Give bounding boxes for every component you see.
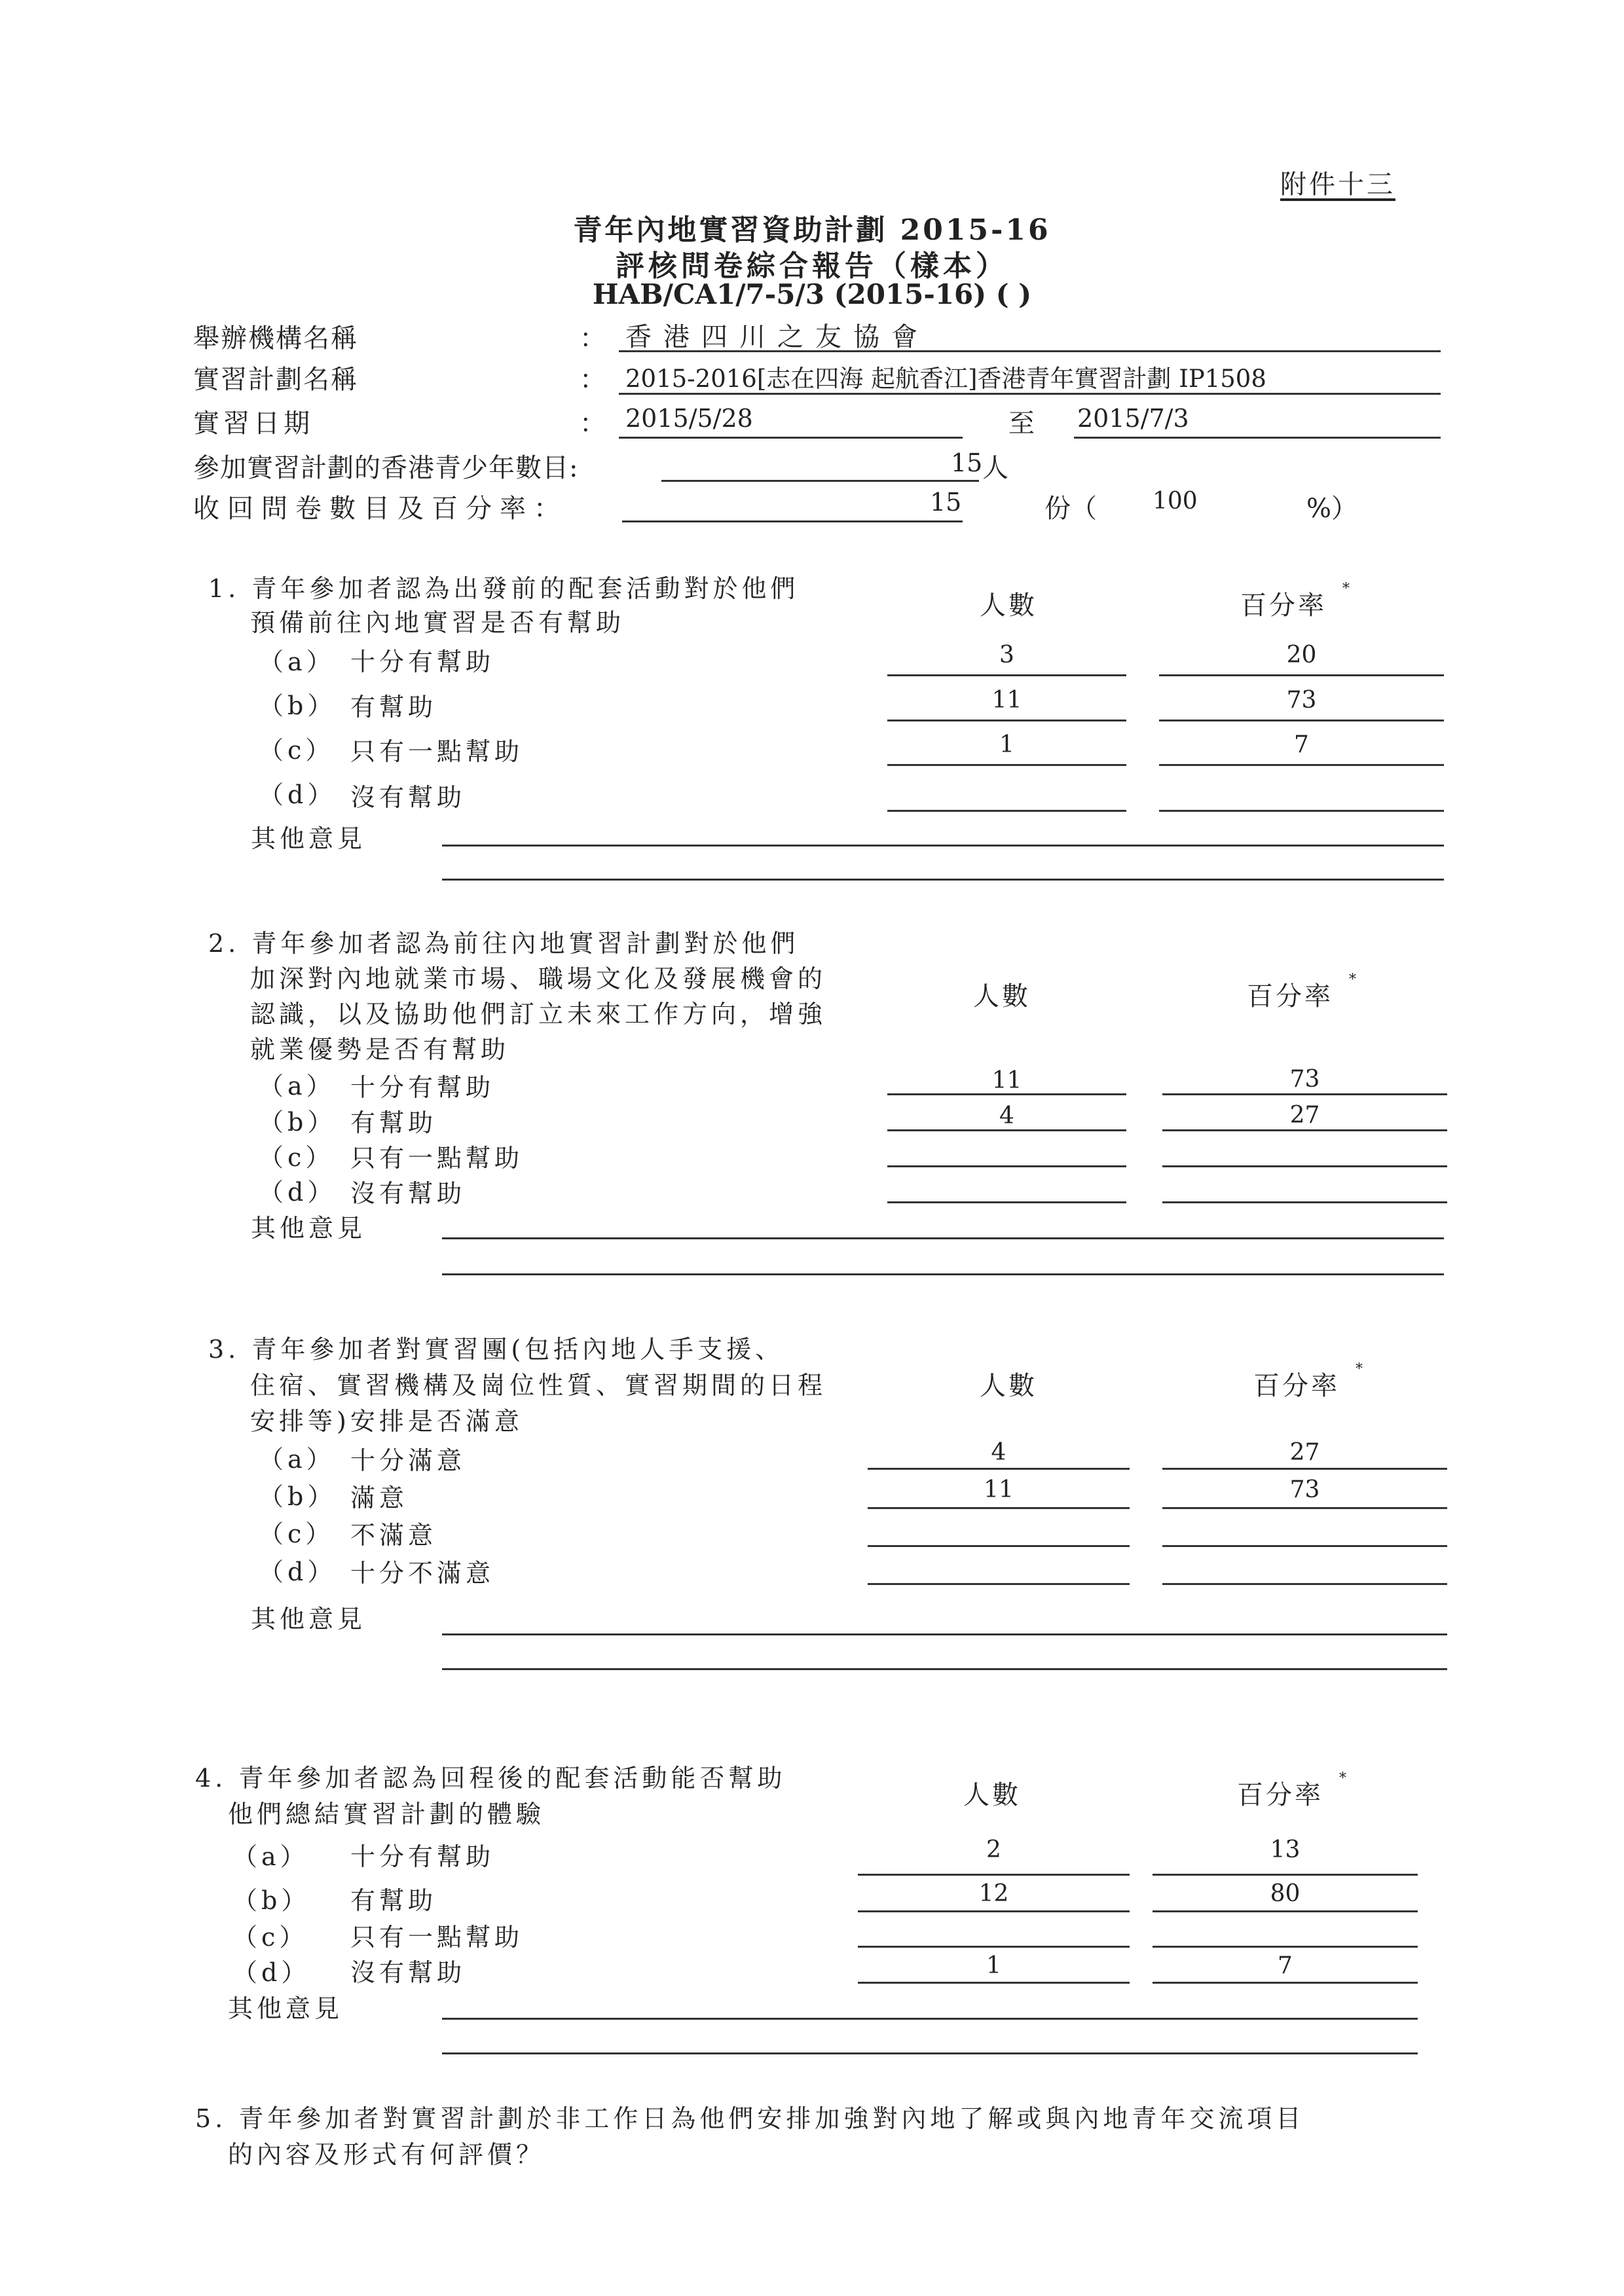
q1-opt-d-count-line	[887, 810, 1126, 812]
q3-opt-b-percent-line	[1162, 1507, 1447, 1509]
q2-opt-d-label: 沒有幫助	[350, 1179, 466, 1208]
program-value: 2015-2016[志在四海 起航香江]香港青年實習計劃 IP1508	[625, 365, 1266, 393]
q2-other-label: 其他意見	[251, 1214, 367, 1243]
program-label: 實習計劃名稱	[193, 365, 358, 395]
q4-opt-d-label: 沒有幫助	[350, 1958, 466, 1987]
q4-opt-d-count: 1	[986, 1952, 1001, 1979]
q4-text-1: 4. 青年參加者認為回程後的配套活動能否幫助	[195, 1764, 786, 1793]
q1-opt-a-count-line	[887, 674, 1126, 676]
q2-col-percent: 百分率	[1247, 981, 1333, 1011]
q2-opt-b-percent: 27	[1289, 1102, 1320, 1129]
q2-text-3: 認識，以及協助他們訂立未來工作方向，增強	[250, 1000, 827, 1029]
date-to: 2015/7/3	[1077, 404, 1189, 433]
q1-opt-b-key: （b）	[259, 691, 337, 720]
q3-col-percent: 百分率	[1253, 1371, 1340, 1401]
q4-opt-c-key: （c）	[232, 1923, 308, 1952]
q1-other-line-1	[442, 845, 1444, 847]
q5-text-1: 5. 青年參加者對實習計劃於非工作日為他們安排加強對內地了解或與內地青年交流項目	[195, 2104, 1305, 2133]
count-unit: 人	[982, 453, 1008, 483]
q4-opt-b-percent: 80	[1270, 1880, 1301, 1907]
q2-col-count: 人數	[973, 981, 1031, 1011]
q1-opt-a-key: （a）	[259, 647, 335, 676]
q2-opt-c-key: （c）	[259, 1143, 335, 1172]
title-line-1: 青年內地實習資助計劃 2015-16	[573, 213, 1051, 247]
q3-opt-b-key: （b）	[259, 1482, 337, 1511]
q2-opt-d-key: （d）	[259, 1178, 337, 1207]
q4-opt-a-percent: 13	[1270, 1836, 1301, 1863]
q4-opt-a-count: 2	[986, 1836, 1001, 1863]
q3-opt-b-label: 滿意	[350, 1484, 409, 1512]
q4-opt-d-percent-line	[1153, 1982, 1418, 1984]
q1-opt-a-count: 3	[999, 642, 1014, 668]
q2-opt-b-key: （b）	[259, 1108, 337, 1137]
q1-opt-b-count: 11	[991, 687, 1022, 714]
org-colon: ：	[580, 323, 606, 354]
return-underline	[622, 520, 963, 522]
q2-other-line-1	[442, 1237, 1444, 1239]
q1-opt-d-percent-line	[1159, 810, 1444, 812]
q2-opt-d-count-line	[887, 1201, 1126, 1203]
q1-opt-c-count: 1	[999, 731, 1014, 758]
q4-opt-a-count-line	[858, 1874, 1130, 1876]
program-colon: ：	[580, 365, 606, 395]
q3-opt-b-percent: 73	[1289, 1476, 1320, 1503]
q2-opt-a-percent: 73	[1289, 1066, 1320, 1093]
q3-opt-d-key: （d）	[259, 1558, 337, 1586]
q1-opt-c-count-line	[887, 764, 1126, 766]
program-underline	[619, 393, 1441, 395]
q1-opt-b-label: 有幫助	[350, 693, 437, 721]
q1-opt-c-label: 只有一點幫助	[350, 737, 524, 766]
q3-opt-c-label: 不滿意	[350, 1521, 437, 1550]
q1-other-line-2	[442, 879, 1444, 881]
q1-opt-b-percent-line	[1159, 720, 1444, 721]
q4-opt-b-key: （b）	[232, 1886, 310, 1915]
return-label: 收回問卷數目及百分率：	[193, 494, 568, 524]
q1-opt-c-percent: 7	[1294, 731, 1309, 758]
q3-text-3: 安排等)安排是否滿意	[250, 1407, 523, 1436]
q3-opt-a-count-line	[868, 1468, 1130, 1470]
q2-opt-c-label: 只有一點幫助	[350, 1144, 524, 1173]
q4-other-line-2	[442, 2052, 1418, 2054]
q1-col-percent: 百分率	[1240, 591, 1327, 621]
q1-opt-a-percent: 20	[1286, 642, 1317, 668]
q2-opt-b-count: 4	[999, 1102, 1014, 1129]
q3-other-label: 其他意見	[251, 1605, 367, 1633]
q1-text-2: 預備前往內地實習是否有幫助	[250, 608, 625, 637]
q2-opt-b-label: 有幫助	[350, 1108, 437, 1137]
q4-opt-b-count-line	[858, 1910, 1130, 1912]
org-value: 香港四川之友協會	[625, 322, 929, 352]
date-to-underline	[1074, 437, 1441, 439]
date-label: 實習日期	[193, 409, 314, 439]
q2-text-4: 就業優勢是否有幫助	[250, 1035, 510, 1064]
q2-opt-a-count: 11	[991, 1067, 1022, 1094]
q4-opt-a-percent-line	[1153, 1874, 1418, 1876]
return-percent: 100	[1153, 488, 1198, 515]
q2-opt-c-percent-line	[1162, 1165, 1447, 1167]
q4-opt-c-percent-line	[1153, 1946, 1418, 1948]
date-from: 2015/5/28	[625, 404, 753, 433]
org-underline	[619, 350, 1441, 352]
q4-text-2: 他們總結實習計劃的體驗	[228, 1800, 545, 1829]
q1-opt-c-percent-line	[1159, 764, 1444, 766]
q3-other-line-2	[442, 1668, 1447, 1670]
q2-other-line-2	[442, 1273, 1444, 1275]
q4-opt-a-label: 十分有幫助	[350, 1842, 495, 1871]
q4-opt-c-label: 只有一點幫助	[350, 1923, 524, 1952]
date-to-label: 至	[1008, 409, 1035, 439]
q2-opt-c-count-line	[887, 1165, 1126, 1167]
q2-opt-a-count-line	[887, 1093, 1126, 1095]
q3-opt-a-key: （a）	[259, 1445, 335, 1474]
q1-col-percent-mark: *	[1342, 581, 1350, 597]
q3-opt-b-count: 11	[984, 1476, 1014, 1503]
title-line-2: 評核問卷綜合報告（樣本）	[616, 249, 1008, 283]
q2-text-2: 加深對內地就業市場、職場文化及發展機會的	[250, 964, 827, 993]
q4-opt-b-label: 有幫助	[350, 1886, 437, 1915]
q3-opt-a-percent-line	[1162, 1468, 1447, 1470]
q4-opt-b-percent-line	[1153, 1910, 1418, 1912]
q3-opt-a-label: 十分滿意	[350, 1446, 466, 1475]
q1-opt-b-percent: 73	[1286, 687, 1317, 714]
q3-opt-d-count-line	[868, 1583, 1130, 1585]
q1-opt-a-label: 十分有幫助	[350, 647, 495, 676]
q3-opt-c-count-line	[868, 1545, 1130, 1547]
q1-opt-b-count-line	[887, 720, 1126, 721]
q1-opt-c-key: （c）	[259, 736, 335, 765]
annex-label: 附件十三	[1280, 170, 1395, 200]
q4-other-line-1	[442, 2018, 1418, 2020]
count-value: 15	[951, 448, 983, 477]
q3-text-2: 住宿、實習機構及崗位性質、實習期間的日程	[250, 1371, 827, 1400]
q2-col-percent-mark: *	[1349, 972, 1356, 988]
title-line-3: HAB/CA1/7-5/3 (2015-16) ( )	[592, 278, 1032, 310]
q2-opt-a-label: 十分有幫助	[350, 1073, 495, 1102]
q2-opt-a-percent-line	[1162, 1093, 1447, 1095]
q3-other-line-1	[442, 1633, 1447, 1635]
count-underline	[661, 480, 979, 482]
return-unit: 份（	[1044, 494, 1097, 524]
q3-opt-b-count-line	[868, 1507, 1130, 1509]
q3-text-1: 3. 青年參加者對實習團(包括內地人手支援、	[208, 1335, 784, 1364]
q4-opt-d-key: （d）	[232, 1958, 310, 1987]
q4-opt-d-count-line	[858, 1982, 1130, 1984]
q3-opt-a-percent: 27	[1289, 1439, 1320, 1466]
q2-opt-d-percent-line	[1162, 1201, 1447, 1203]
q4-opt-d-percent: 7	[1278, 1952, 1293, 1979]
org-label: 舉辦機構名稱	[193, 323, 358, 354]
q2-opt-a-key: （a）	[259, 1072, 335, 1101]
q1-col-count: 人數	[980, 591, 1037, 621]
q4-opt-b-count: 12	[978, 1880, 1009, 1907]
q2-opt-b-percent-line	[1162, 1129, 1447, 1131]
return-value: 15	[930, 488, 962, 517]
q4-col-percent-mark: *	[1339, 1770, 1346, 1787]
q1-other-label: 其他意見	[251, 824, 367, 853]
q2-opt-b-count-line	[887, 1129, 1126, 1131]
q1-opt-d-label: 沒有幫助	[350, 783, 466, 812]
return-percent-unit: %）	[1306, 494, 1358, 524]
q4-col-count: 人數	[963, 1780, 1021, 1810]
q3-opt-c-key: （c）	[259, 1520, 335, 1548]
q3-opt-c-percent-line	[1162, 1545, 1447, 1547]
count-label: 參加實習計劃的香港青少年數目:	[193, 453, 579, 483]
q4-other-label: 其他意見	[228, 1994, 344, 2023]
q3-col-count: 人數	[980, 1371, 1037, 1401]
q3-opt-d-label: 十分不滿意	[350, 1559, 495, 1588]
q3-col-percent-mark: *	[1356, 1361, 1363, 1377]
date-from-underline	[619, 437, 963, 439]
q3-opt-d-percent-line	[1162, 1583, 1447, 1585]
q1-text-1: 1. 青年參加者認為出發前的配套活動對於他們	[208, 574, 800, 603]
q4-opt-a-key: （a）	[232, 1842, 309, 1871]
date-colon: ：	[580, 409, 606, 439]
q1-opt-a-percent-line	[1159, 674, 1444, 676]
q1-opt-d-key: （d）	[259, 780, 337, 809]
q5-text-2: 的內容及形式有何評價？	[228, 2140, 545, 2169]
q3-opt-a-count: 4	[991, 1439, 1006, 1466]
q4-col-percent: 百分率	[1237, 1780, 1323, 1810]
q2-text-1: 2. 青年參加者認為前往內地實習計劃對於他們	[208, 929, 800, 958]
q4-opt-c-count-line	[858, 1946, 1130, 1948]
